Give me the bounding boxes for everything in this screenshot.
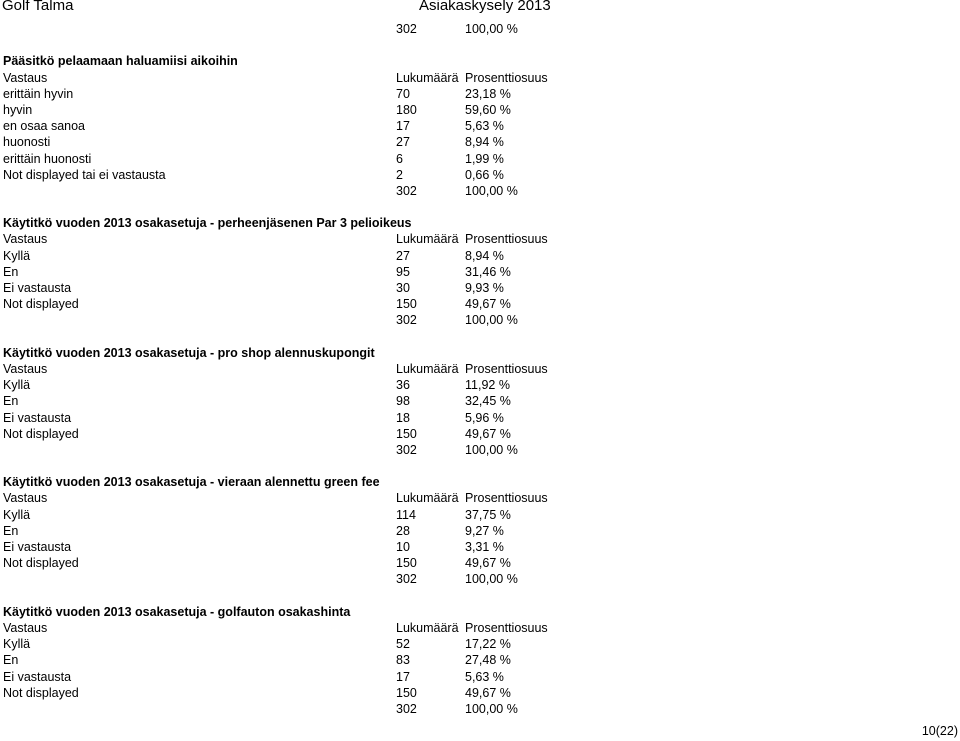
answer-count: 150 xyxy=(396,297,417,312)
answer-label: En xyxy=(3,264,19,279)
total-count: 302 xyxy=(396,442,417,457)
answer-percent: 5,63 % xyxy=(465,119,504,134)
question-title: Pääsitkö pelaamaan haluamiisi aikoihin xyxy=(3,54,238,69)
answer-label: hyvin xyxy=(3,102,33,117)
answer-percent: 3,31 % xyxy=(465,540,504,554)
total-row xyxy=(0,312,960,328)
table-row xyxy=(0,669,960,685)
section-spacer xyxy=(0,37,960,53)
answer-percent: 49,67 % xyxy=(465,426,511,441)
total-count: 302 xyxy=(396,313,417,328)
answer-label: erittäin huonosti xyxy=(3,151,92,166)
total-row xyxy=(0,571,960,587)
table-row xyxy=(0,377,960,393)
answer-percent: 5,96 % xyxy=(465,410,504,425)
survey-title: Asiakaskysely 2013 xyxy=(419,0,551,14)
table-row xyxy=(0,393,960,409)
answer-count: 83 xyxy=(396,653,410,668)
table-row xyxy=(0,685,960,701)
answer-percent: 8,94 % xyxy=(465,135,504,150)
section-spacer xyxy=(0,199,960,215)
answer-count: 28 xyxy=(396,523,410,538)
answer-percent: 59,60 % xyxy=(465,102,511,117)
answer-percent: 31,46 % xyxy=(465,264,511,279)
answer-percent: 17,22 % xyxy=(465,637,511,652)
answer-count: 180 xyxy=(396,102,417,117)
header-answer: Vastaus xyxy=(3,620,48,635)
total-row xyxy=(0,701,960,717)
table-row xyxy=(0,134,960,150)
answer-percent: 32,45 % xyxy=(465,394,511,409)
answer-label: Kyllä xyxy=(3,248,31,263)
table-header xyxy=(0,361,960,377)
answer-count: 17 xyxy=(396,669,410,684)
table-header xyxy=(0,620,960,636)
answer-label: Not displayed xyxy=(3,556,79,571)
answer-label: Ei vastausta xyxy=(3,281,72,295)
question-title: Käytitkö vuoden 2013 osakasetuja - golfauton osakashinta xyxy=(3,604,351,619)
total-row xyxy=(0,442,960,458)
answer-percent: 49,67 % xyxy=(465,556,511,571)
answer-percent: 8,94 % xyxy=(465,248,504,263)
table-row xyxy=(0,264,960,280)
table-row xyxy=(0,280,960,296)
answer-label: Not displayed xyxy=(3,297,79,312)
total-percent: 100,00 % xyxy=(465,183,518,198)
table-row xyxy=(0,652,960,668)
header-percent: Prosenttiosuus xyxy=(465,620,548,635)
section-title xyxy=(0,604,960,620)
answer-label: En xyxy=(3,394,19,409)
table-row xyxy=(0,636,960,652)
header-count: Lukumäärä xyxy=(396,361,459,376)
answer-label: en osaa sanoa xyxy=(3,119,86,134)
table-row xyxy=(0,555,960,571)
answer-count: 114 xyxy=(396,507,416,522)
table-row xyxy=(0,410,960,426)
total-percent: 100,00 % xyxy=(465,701,518,716)
total-row xyxy=(0,21,960,37)
answer-count: 30 xyxy=(396,281,410,295)
question-title: Käytitkö vuoden 2013 osakasetuja - pro shop alennuskupongit xyxy=(3,345,375,360)
answer-percent: 49,67 % xyxy=(465,685,511,700)
question-title: Käytitkö vuoden 2013 osakasetuja - perheenjäsenen Par 3 pelioikeus xyxy=(3,216,412,231)
table-header xyxy=(0,70,960,86)
table-row xyxy=(0,118,960,134)
answer-label: Kyllä xyxy=(3,378,31,393)
answer-count: 150 xyxy=(396,685,417,700)
answer-count: 10 xyxy=(396,540,410,554)
header-count: Lukumäärä xyxy=(396,620,459,635)
answer-percent: 9,27 % xyxy=(465,523,504,538)
answer-count: 6 xyxy=(396,151,403,166)
answer-percent: 0,66 % xyxy=(465,167,504,182)
table-row xyxy=(0,86,960,102)
table-row xyxy=(0,539,960,555)
answer-label: Not displayed xyxy=(3,426,79,441)
answer-count: 95 xyxy=(396,264,410,279)
answer-count: 27 xyxy=(396,248,410,263)
table-row xyxy=(0,248,960,264)
answer-label: Not displayed xyxy=(3,685,79,700)
header-answer: Vastaus xyxy=(3,232,48,247)
header-percent: Prosenttiosuus xyxy=(465,232,548,247)
table-row xyxy=(0,523,960,539)
table-row xyxy=(0,102,960,118)
section-title xyxy=(0,345,960,361)
total-count: 302 xyxy=(396,701,417,716)
answer-count: 2 xyxy=(396,167,403,182)
table-row xyxy=(0,151,960,167)
section-spacer xyxy=(0,458,960,474)
header-percent: Prosenttiosuus xyxy=(465,70,548,85)
answer-percent: 27,48 % xyxy=(465,653,511,668)
brand-name: Golf Talma xyxy=(2,0,74,14)
answer-percent: 1,99 % xyxy=(465,151,504,166)
answer-label: Not displayed tai ei vastausta xyxy=(3,167,166,182)
table-header xyxy=(0,490,960,506)
answer-count: 36 xyxy=(396,378,410,393)
section-spacer xyxy=(0,329,960,345)
total-percent: 100,00 % xyxy=(465,313,518,328)
answer-label: erittäin hyvin xyxy=(3,86,74,101)
header-percent: Prosenttiosuus xyxy=(465,491,548,506)
report-content xyxy=(0,21,960,717)
total-percent: 100,00 % xyxy=(465,572,518,587)
question-title: Käytitkö vuoden 2013 osakasetuja - vieraan alennettu green fee xyxy=(3,475,380,490)
answer-percent: 23,18 % xyxy=(465,86,511,101)
total-count: 302 xyxy=(396,183,417,198)
header-count: Lukumäärä xyxy=(396,232,459,247)
answer-label: Ei vastausta xyxy=(3,540,72,554)
header-answer: Vastaus xyxy=(3,491,48,506)
answer-count: 18 xyxy=(396,410,410,425)
total-percent: 100,00 % xyxy=(465,442,518,457)
table-row xyxy=(0,426,960,442)
answer-label: En xyxy=(3,523,19,538)
answer-label: En xyxy=(3,653,19,668)
answer-label: Ei vastausta xyxy=(3,669,72,684)
table-row xyxy=(0,507,960,523)
page-header xyxy=(0,0,960,16)
header-count: Lukumäärä xyxy=(396,70,459,85)
header-answer: Vastaus xyxy=(3,70,48,85)
table-header xyxy=(0,231,960,247)
header-percent: Prosenttiosuus xyxy=(465,361,548,376)
answer-percent: 49,67 % xyxy=(465,297,511,312)
answer-count: 70 xyxy=(396,86,410,101)
total-row xyxy=(0,183,960,199)
answer-count: 98 xyxy=(396,394,410,409)
section-title xyxy=(0,215,960,231)
answer-label: Kyllä xyxy=(3,507,31,522)
answer-label: huonosti xyxy=(3,135,51,150)
answer-count: 52 xyxy=(396,637,410,652)
section-title xyxy=(0,53,960,69)
answer-count: 27 xyxy=(396,135,410,150)
header-count: Lukumäärä xyxy=(396,491,459,506)
total-count: 302 xyxy=(396,22,417,36)
table-row xyxy=(0,167,960,183)
header-answer: Vastaus xyxy=(3,361,48,376)
page-number: 10(22) xyxy=(921,724,958,738)
table-row xyxy=(0,296,960,312)
answer-count: 150 xyxy=(396,426,417,441)
section-title xyxy=(0,474,960,490)
total-count: 302 xyxy=(396,572,417,587)
total-percent: 100,00 % xyxy=(465,22,518,36)
answer-label: Kyllä xyxy=(3,637,31,652)
answer-percent: 9,93 % xyxy=(465,281,504,295)
answer-percent: 11,92 % xyxy=(465,378,510,393)
section-spacer xyxy=(0,588,960,604)
answer-label: Ei vastausta xyxy=(3,410,72,425)
answer-percent: 5,63 % xyxy=(465,669,504,684)
answer-count: 17 xyxy=(396,119,410,134)
answer-percent: 37,75 % xyxy=(465,507,511,522)
answer-count: 150 xyxy=(396,556,417,571)
